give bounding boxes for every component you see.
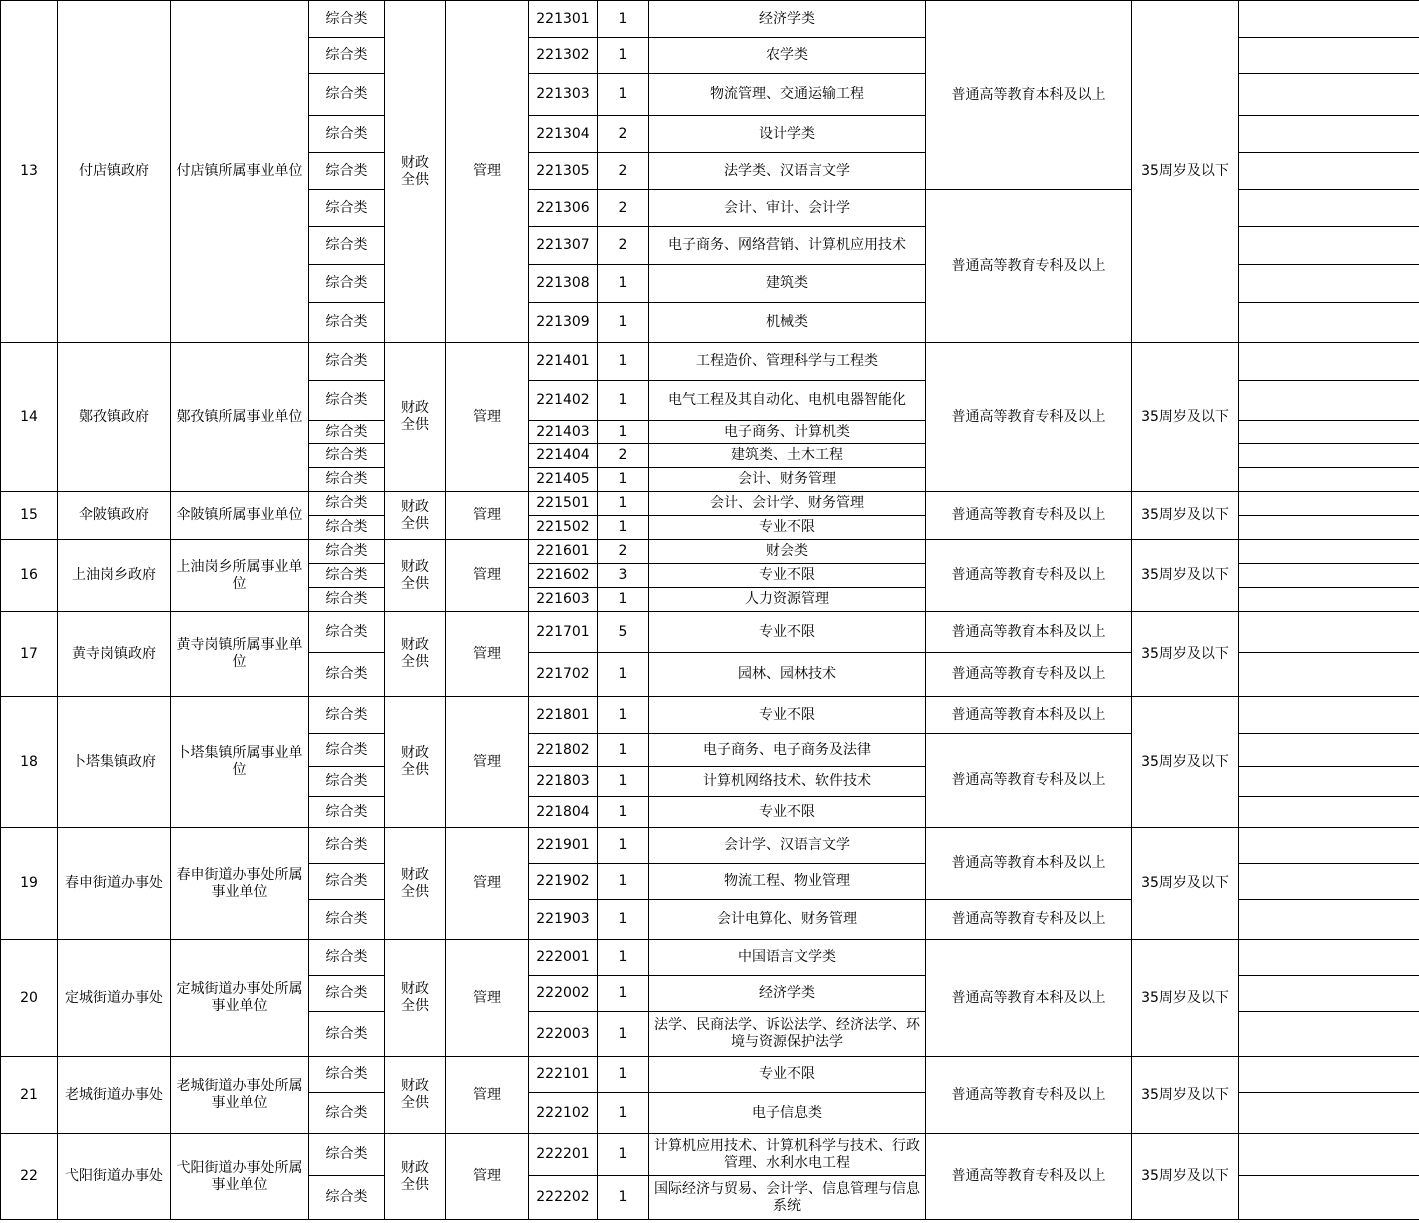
position-code-cell: 221403 — [529, 421, 598, 444]
subunit-cell: 老城街道办事处所属事业单位 — [171, 1057, 309, 1134]
education-cell: 普通高等教育本科及以上 — [926, 828, 1132, 900]
major-cell: 会计电算化、财务管理 — [649, 900, 926, 940]
major-cell: 电子商务、网络营销、计算机应用技术 — [649, 227, 926, 265]
major-cell: 园林、园林技术 — [649, 653, 926, 697]
unit-cell: 黄寺岗镇政府 — [58, 612, 171, 697]
position-code-cell: 222002 — [529, 976, 598, 1012]
subunit-cell: 黄寺岗镇所属事业单位 — [171, 612, 309, 697]
remark-cell — [1239, 1012, 1419, 1057]
position-code-cell: 222202 — [529, 1176, 598, 1220]
category-cell: 管理 — [446, 343, 529, 492]
position-code-cell: 221405 — [529, 468, 598, 492]
category-cell: 管理 — [446, 1134, 529, 1220]
category-cell: 管理 — [446, 540, 529, 612]
remark-cell — [1239, 516, 1419, 540]
unit-cell: 老城街道办事处 — [58, 1057, 171, 1134]
headcount-cell: 2 — [598, 153, 649, 190]
position-type-cell: 综合类 — [309, 516, 385, 540]
position-code-cell: 221902 — [529, 864, 598, 900]
seq-cell: 20 — [1, 940, 58, 1057]
major-cell: 机械类 — [649, 303, 926, 343]
remark-cell — [1239, 116, 1419, 153]
unit-cell: 定城街道办事处 — [58, 940, 171, 1057]
position-type-cell: 综合类 — [309, 864, 385, 900]
headcount-cell: 1 — [598, 1012, 649, 1057]
funding-cell: 财政 全供 — [385, 828, 446, 940]
funding-cell: 财政 全供 — [385, 940, 446, 1057]
position-type-cell: 综合类 — [309, 227, 385, 265]
headcount-cell: 1 — [598, 828, 649, 864]
position-type-cell: 综合类 — [309, 1134, 385, 1176]
position-code-cell: 221802 — [529, 734, 598, 767]
position-type-cell: 综合类 — [309, 767, 385, 797]
position-code-cell: 222101 — [529, 1057, 598, 1093]
position-type-cell: 综合类 — [309, 588, 385, 612]
headcount-cell: 1 — [598, 468, 649, 492]
remark-cell — [1239, 540, 1419, 564]
table-row — [1, 697, 1419, 734]
headcount-cell: 2 — [598, 444, 649, 468]
headcount-cell: 1 — [598, 697, 649, 734]
seq-cell: 22 — [1, 1134, 58, 1220]
position-type-cell: 综合类 — [309, 153, 385, 190]
age-cell: 35周岁及以下 — [1132, 1134, 1239, 1220]
position-code-cell: 221602 — [529, 564, 598, 588]
position-type-cell: 综合类 — [309, 38, 385, 74]
unit-cell: 伞陂镇政府 — [58, 492, 171, 540]
headcount-cell: 2 — [598, 116, 649, 153]
education-cell: 普通高等教育专科及以上 — [926, 653, 1132, 697]
headcount-cell: 1 — [598, 1134, 649, 1176]
seq-cell: 19 — [1, 828, 58, 940]
major-cell: 专业不限 — [649, 564, 926, 588]
position-type-cell: 综合类 — [309, 797, 385, 828]
category-cell: 管理 — [446, 697, 529, 828]
position-type-cell: 综合类 — [309, 1012, 385, 1057]
major-cell: 专业不限 — [649, 697, 926, 734]
education-cell: 普通高等教育本科及以上 — [926, 612, 1132, 653]
position-code-cell: 221304 — [529, 116, 598, 153]
position-type-cell: 综合类 — [309, 540, 385, 564]
age-cell: 35周岁及以下 — [1132, 492, 1239, 540]
position-code-cell: 221404 — [529, 444, 598, 468]
position-type-cell: 综合类 — [309, 1093, 385, 1134]
position-type-cell: 综合类 — [309, 381, 385, 421]
remark-cell — [1239, 343, 1419, 381]
age-cell: 35周岁及以下 — [1132, 940, 1239, 1057]
position-type-cell: 综合类 — [309, 190, 385, 227]
major-cell: 经济学类 — [649, 1, 926, 38]
category-cell: 管理 — [446, 828, 529, 940]
remark-cell — [1239, 38, 1419, 74]
remark-cell — [1239, 1, 1419, 38]
seq-cell: 14 — [1, 343, 58, 492]
major-cell: 中国语言文学类 — [649, 940, 926, 976]
subunit-cell: 付店镇所属事业单位 — [171, 1, 309, 343]
position-code-cell: 221803 — [529, 767, 598, 797]
remark-cell — [1239, 1134, 1419, 1176]
remark-cell — [1239, 564, 1419, 588]
position-type-cell: 综合类 — [309, 492, 385, 516]
major-cell: 工程造价、管理科学与工程类 — [649, 343, 926, 381]
major-cell: 电子信息类 — [649, 1093, 926, 1134]
table-row — [1, 828, 1419, 864]
position-type-cell: 综合类 — [309, 1176, 385, 1220]
headcount-cell: 2 — [598, 190, 649, 227]
position-code-cell: 221603 — [529, 588, 598, 612]
position-type-cell: 综合类 — [309, 612, 385, 653]
position-code-cell: 221305 — [529, 153, 598, 190]
category-cell: 管理 — [446, 1057, 529, 1134]
position-type-cell: 综合类 — [309, 343, 385, 381]
seq-cell: 15 — [1, 492, 58, 540]
remark-cell — [1239, 468, 1419, 492]
major-cell: 专业不限 — [649, 612, 926, 653]
remark-cell — [1239, 1093, 1419, 1134]
funding-cell: 财政 全供 — [385, 1, 446, 343]
headcount-cell: 1 — [598, 492, 649, 516]
headcount-cell: 1 — [598, 1093, 649, 1134]
major-cell: 农学类 — [649, 38, 926, 74]
major-cell: 专业不限 — [649, 797, 926, 828]
seq-cell: 13 — [1, 1, 58, 343]
remark-cell — [1239, 612, 1419, 653]
major-cell: 设计学类 — [649, 116, 926, 153]
remark-cell — [1239, 697, 1419, 734]
position-code-cell: 221309 — [529, 303, 598, 343]
age-cell: 35周岁及以下 — [1132, 540, 1239, 612]
headcount-cell: 1 — [598, 653, 649, 697]
major-cell: 建筑类、土木工程 — [649, 444, 926, 468]
position-code-cell: 221306 — [529, 190, 598, 227]
category-cell: 管理 — [446, 492, 529, 540]
seq-cell: 16 — [1, 540, 58, 612]
category-cell: 管理 — [446, 1, 529, 343]
major-cell: 会计学、汉语言文学 — [649, 828, 926, 864]
headcount-cell: 1 — [598, 516, 649, 540]
headcount-cell: 5 — [598, 612, 649, 653]
position-code-cell: 221401 — [529, 343, 598, 381]
position-code-cell: 221307 — [529, 227, 598, 265]
category-cell: 管理 — [446, 940, 529, 1057]
position-code-cell: 221702 — [529, 653, 598, 697]
position-code-cell: 222201 — [529, 1134, 598, 1176]
table-row — [1, 1, 1419, 38]
education-cell: 普通高等教育专科及以上 — [926, 343, 1132, 492]
headcount-cell: 1 — [598, 900, 649, 940]
seq-cell: 21 — [1, 1057, 58, 1134]
subunit-cell: 定城街道办事处所属事业单位 — [171, 940, 309, 1057]
position-type-cell: 综合类 — [309, 421, 385, 444]
position-type-cell: 综合类 — [309, 734, 385, 767]
remark-cell — [1239, 381, 1419, 421]
education-cell: 普通高等教育本科及以上 — [926, 697, 1132, 734]
age-cell: 35周岁及以下 — [1132, 1, 1239, 343]
subunit-cell: 上油岗乡所属事业单位 — [171, 540, 309, 612]
unit-cell: 鄚孜镇政府 — [58, 343, 171, 492]
education-cell: 普通高等教育本科及以上 — [926, 1, 1132, 190]
position-type-cell: 综合类 — [309, 976, 385, 1012]
position-code-cell: 221302 — [529, 38, 598, 74]
headcount-cell: 1 — [598, 864, 649, 900]
headcount-cell: 1 — [598, 1176, 649, 1220]
table-body — [1, 1, 1419, 1220]
remark-cell — [1239, 653, 1419, 697]
funding-cell: 财政 全供 — [385, 343, 446, 492]
funding-cell: 财政 全供 — [385, 612, 446, 697]
position-type-cell: 综合类 — [309, 444, 385, 468]
education-cell: 普通高等教育专科及以上 — [926, 1057, 1132, 1134]
major-cell: 建筑类 — [649, 265, 926, 303]
remark-cell — [1239, 265, 1419, 303]
remark-cell — [1239, 588, 1419, 612]
remark-cell — [1239, 421, 1419, 444]
funding-cell: 财政 全供 — [385, 492, 446, 540]
position-type-cell: 综合类 — [309, 116, 385, 153]
position-type-cell: 综合类 — [309, 653, 385, 697]
position-code-cell: 221303 — [529, 74, 598, 116]
unit-cell: 春申街道办事处 — [58, 828, 171, 940]
headcount-cell: 1 — [598, 265, 649, 303]
position-code-cell: 221701 — [529, 612, 598, 653]
major-cell: 会计、审计、会计学 — [649, 190, 926, 227]
position-type-cell: 综合类 — [309, 900, 385, 940]
table-row — [1, 343, 1419, 381]
remark-cell — [1239, 900, 1419, 940]
position-code-cell: 221901 — [529, 828, 598, 864]
major-cell: 物流工程、物业管理 — [649, 864, 926, 900]
subunit-cell: 弋阳街道办事处所属事业单位 — [171, 1134, 309, 1220]
unit-cell: 付店镇政府 — [58, 1, 171, 343]
headcount-cell: 1 — [598, 767, 649, 797]
table-row — [1, 612, 1419, 653]
major-cell: 专业不限 — [649, 1057, 926, 1093]
headcount-cell: 2 — [598, 227, 649, 265]
position-type-cell: 综合类 — [309, 697, 385, 734]
remark-cell — [1239, 1057, 1419, 1093]
category-cell: 管理 — [446, 612, 529, 697]
remark-cell — [1239, 976, 1419, 1012]
major-cell: 电子商务、电子商务及法律 — [649, 734, 926, 767]
position-type-cell: 综合类 — [309, 1057, 385, 1093]
major-cell: 人力资源管理 — [649, 588, 926, 612]
table-row — [1, 940, 1419, 976]
education-cell: 普通高等教育专科及以上 — [926, 1134, 1132, 1220]
remark-cell — [1239, 767, 1419, 797]
remark-cell — [1239, 74, 1419, 116]
remark-cell — [1239, 190, 1419, 227]
subunit-cell: 卜塔集镇所属事业单位 — [171, 697, 309, 828]
major-cell: 经济学类 — [649, 976, 926, 1012]
education-cell: 普通高等教育专科及以上 — [926, 540, 1132, 612]
headcount-cell: 1 — [598, 734, 649, 767]
remark-cell — [1239, 1176, 1419, 1220]
position-code-cell: 221308 — [529, 265, 598, 303]
position-code-cell: 221301 — [529, 1, 598, 38]
remark-cell — [1239, 797, 1419, 828]
funding-cell: 财政 全供 — [385, 1134, 446, 1220]
headcount-cell: 1 — [598, 74, 649, 116]
table-row — [1, 492, 1419, 516]
position-type-cell: 综合类 — [309, 265, 385, 303]
headcount-cell: 1 — [598, 343, 649, 381]
funding-cell: 财政 全供 — [385, 697, 446, 828]
major-cell: 电子商务、计算机类 — [649, 421, 926, 444]
headcount-cell: 1 — [598, 940, 649, 976]
position-type-cell: 综合类 — [309, 828, 385, 864]
remark-cell — [1239, 303, 1419, 343]
headcount-cell: 1 — [598, 381, 649, 421]
position-code-cell: 221501 — [529, 492, 598, 516]
position-code-cell: 222003 — [529, 1012, 598, 1057]
unit-cell: 上油岗乡政府 — [58, 540, 171, 612]
headcount-cell: 1 — [598, 797, 649, 828]
position-code-cell: 222102 — [529, 1093, 598, 1134]
headcount-cell: 1 — [598, 303, 649, 343]
headcount-cell: 1 — [598, 421, 649, 444]
position-type-cell: 综合类 — [309, 1, 385, 38]
position-code-cell: 222001 — [529, 940, 598, 976]
major-cell: 会计、会计学、财务管理 — [649, 492, 926, 516]
headcount-cell: 1 — [598, 1057, 649, 1093]
position-code-cell: 221402 — [529, 381, 598, 421]
unit-cell: 弋阳街道办事处 — [58, 1134, 171, 1220]
remark-cell — [1239, 153, 1419, 190]
age-cell: 35周岁及以下 — [1132, 612, 1239, 697]
position-type-cell: 综合类 — [309, 940, 385, 976]
table-row — [1, 1134, 1419, 1176]
education-cell: 普通高等教育专科及以上 — [926, 190, 1132, 343]
age-cell: 35周岁及以下 — [1132, 1057, 1239, 1134]
table-row — [1, 540, 1419, 564]
major-cell: 国际经济与贸易、会计学、信息管理与信息系统 — [649, 1176, 926, 1220]
subunit-cell: 鄚孜镇所属事业单位 — [171, 343, 309, 492]
education-cell: 普通高等教育专科及以上 — [926, 900, 1132, 940]
funding-cell: 财政 全供 — [385, 540, 446, 612]
funding-cell: 财政 全供 — [385, 1057, 446, 1134]
position-code-cell: 221601 — [529, 540, 598, 564]
age-cell: 35周岁及以下 — [1132, 828, 1239, 940]
subunit-cell: 伞陂镇所属事业单位 — [171, 492, 309, 540]
major-cell: 计算机应用技术、计算机科学与技术、行政管理、水利水电工程 — [649, 1134, 926, 1176]
position-type-cell: 综合类 — [309, 468, 385, 492]
major-cell: 会计、财务管理 — [649, 468, 926, 492]
remark-cell — [1239, 227, 1419, 265]
position-code-cell: 221801 — [529, 697, 598, 734]
headcount-cell: 1 — [598, 38, 649, 74]
subunit-cell: 春申街道办事处所属事业单位 — [171, 828, 309, 940]
remark-cell — [1239, 864, 1419, 900]
position-type-cell: 综合类 — [309, 564, 385, 588]
major-cell: 物流管理、交通运输工程 — [649, 74, 926, 116]
major-cell: 财会类 — [649, 540, 926, 564]
major-cell: 法学类、汉语言文学 — [649, 153, 926, 190]
remark-cell — [1239, 940, 1419, 976]
position-type-cell: 综合类 — [309, 303, 385, 343]
position-code-cell: 221903 — [529, 900, 598, 940]
age-cell: 35周岁及以下 — [1132, 697, 1239, 828]
headcount-cell: 3 — [598, 564, 649, 588]
remark-cell — [1239, 492, 1419, 516]
education-cell: 普通高等教育本科及以上 — [926, 940, 1132, 1057]
education-cell: 普通高等教育专科及以上 — [926, 734, 1132, 828]
position-code-cell: 221804 — [529, 797, 598, 828]
age-cell: 35周岁及以下 — [1132, 343, 1239, 492]
headcount-cell: 2 — [598, 540, 649, 564]
major-cell: 专业不限 — [649, 516, 926, 540]
headcount-cell: 1 — [598, 1, 649, 38]
position-code-cell: 221502 — [529, 516, 598, 540]
remark-cell — [1239, 444, 1419, 468]
major-cell: 计算机网络技术、软件技术 — [649, 767, 926, 797]
major-cell: 电气工程及其自动化、电机电器智能化 — [649, 381, 926, 421]
major-cell: 法学、民商法学、诉讼法学、经济法学、环境与资源保护法学 — [649, 1012, 926, 1057]
position-type-cell: 综合类 — [309, 74, 385, 116]
education-cell: 普通高等教育专科及以上 — [926, 492, 1132, 540]
unit-cell: 卜塔集镇政府 — [58, 697, 171, 828]
table-row — [1, 1057, 1419, 1093]
remark-cell — [1239, 734, 1419, 767]
seq-cell: 18 — [1, 697, 58, 828]
seq-cell: 17 — [1, 612, 58, 697]
headcount-cell: 1 — [598, 588, 649, 612]
headcount-cell: 1 — [598, 976, 649, 1012]
remark-cell — [1239, 828, 1419, 864]
